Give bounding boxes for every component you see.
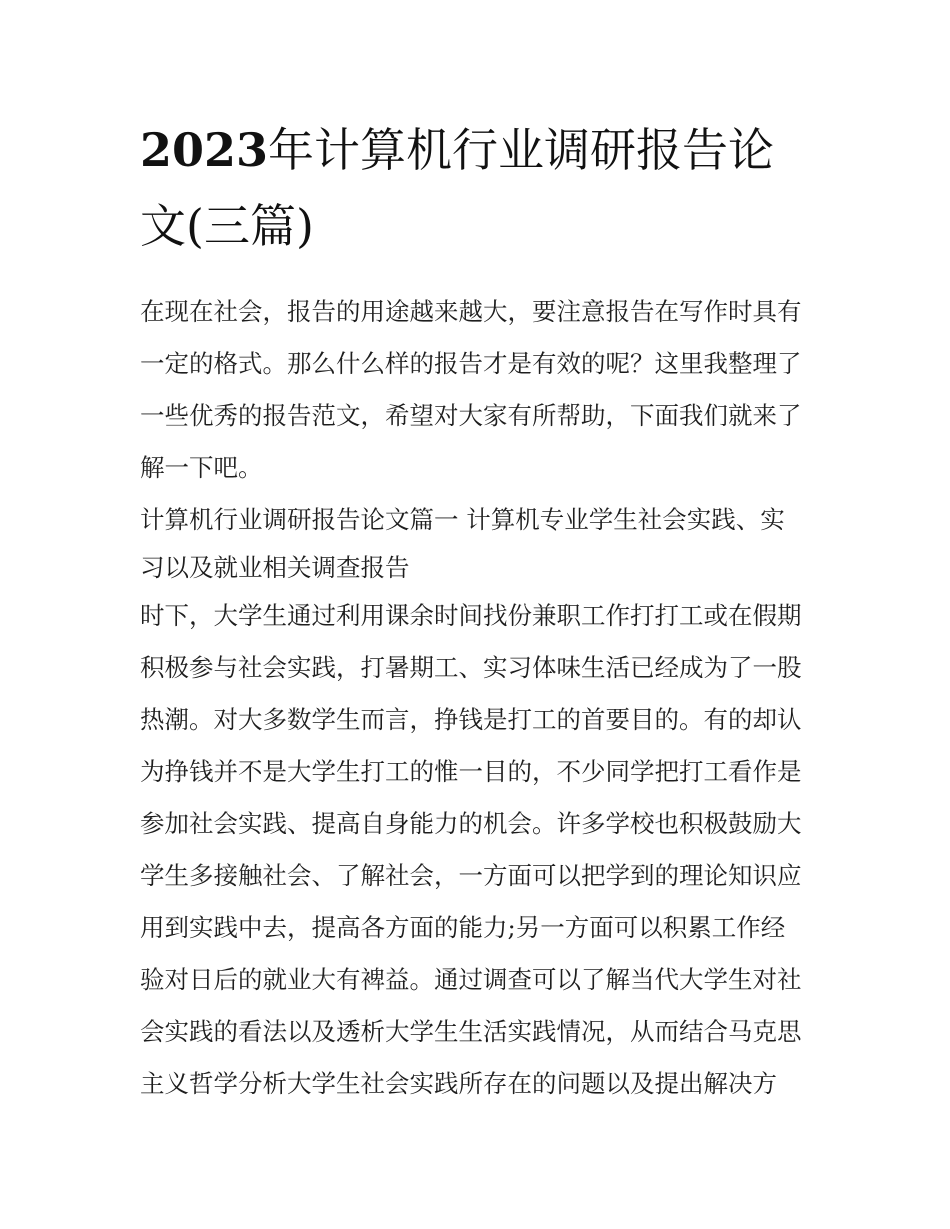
document-title xyxy=(140,112,820,264)
intro-line: 解一下吧。 xyxy=(140,453,263,482)
body-line: 验对日后的就业大有裨益。通过调查可以了解当代大学生对社 xyxy=(140,965,802,994)
title-line-2: 文(三篇) xyxy=(140,199,314,253)
document-page xyxy=(140,112,820,1110)
body-line: 参加社会实践、提高自身能力的机会。许多学校也积极鼓励大 xyxy=(140,809,802,838)
body-line: 用到实践中去，提高各方面的能力;另一方面可以积累工作经 xyxy=(140,913,786,942)
section-heading xyxy=(140,494,820,590)
section-heading-line: 计算机行业调研报告论文篇一 计算机专业学生社会实践、实 xyxy=(140,505,785,534)
intro-line: 一定的格式。那么什么样的报告才是有效的呢？这里我整理了 xyxy=(140,349,802,378)
intro-line: 一些优秀的报告范文，希望对大家有所帮助，下面我们就来了 xyxy=(140,401,802,430)
document-body xyxy=(140,286,820,1110)
body-line: 学生多接触社会、了解社会，一方面可以把学到的理论知识应 xyxy=(140,861,802,890)
body-paragraph xyxy=(140,590,820,1110)
body-line: 积极参与社会实践，打暑期工、实习体味生活已经成为了一股 xyxy=(140,653,802,682)
title-line-1-text: 年计算机行业调研报告论 xyxy=(268,123,775,177)
title-line-1 xyxy=(140,112,820,188)
body-line: 为挣钱并不是大学生打工的惟一目的，不少同学把打工看作是 xyxy=(140,757,802,786)
body-line: 热潮。对大多数学生而言，挣钱是打工的首要目的。有的却认 xyxy=(140,705,802,734)
body-line: 主义哲学分析大学生社会实践所存在的问题以及提出解决方 xyxy=(140,1069,777,1098)
section-heading-line: 习以及就业相关调查报告 xyxy=(140,553,410,582)
intro-paragraph xyxy=(140,286,820,494)
intro-line: 在现在社会，报告的用途越来越大，要注意报告在写作时具有 xyxy=(140,297,802,326)
title-year: 2023 xyxy=(140,123,269,177)
body-line: 会实践的看法以及透析大学生生活实践情况，从而结合马克思 xyxy=(140,1017,802,1046)
body-line: 时下，大学生通过利用课余时间找份兼职工作打打工或在假期 xyxy=(140,601,802,630)
